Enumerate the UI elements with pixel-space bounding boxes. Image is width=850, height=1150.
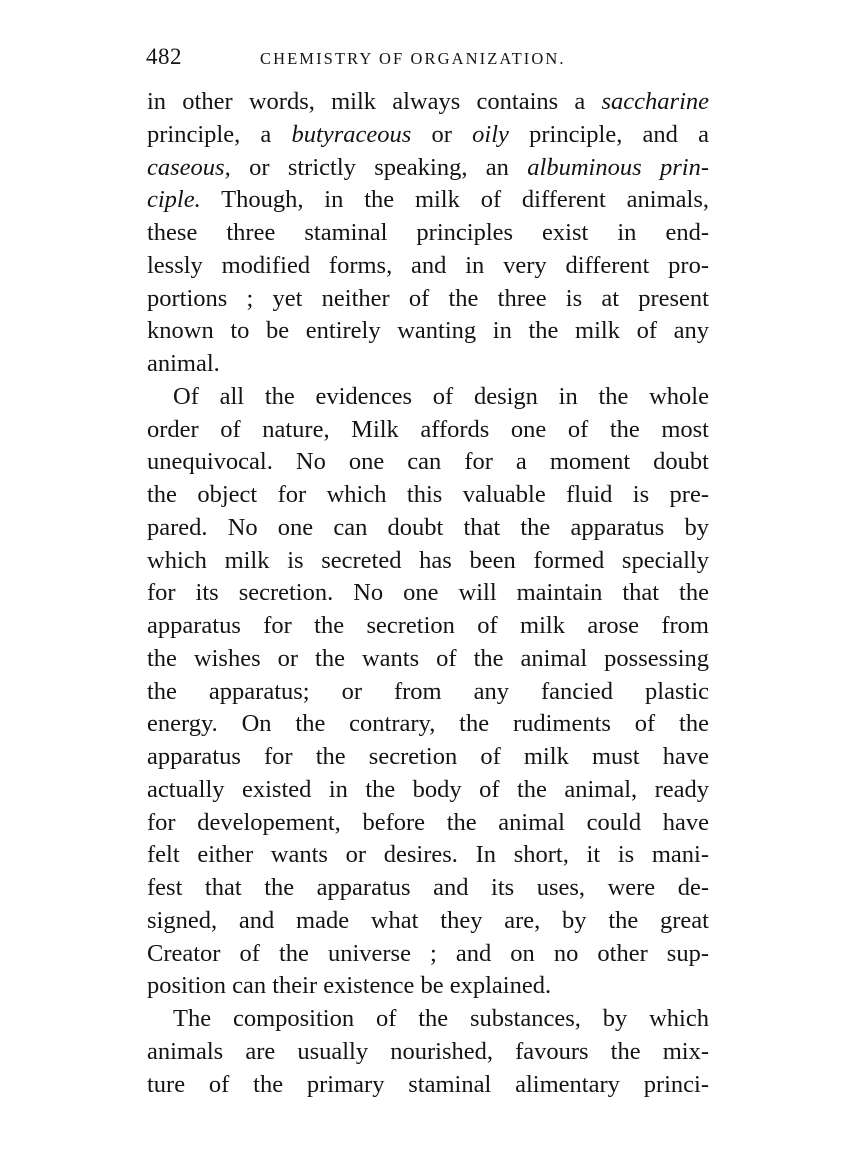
- running-head: [146, 44, 706, 74]
- text-line: [147, 643, 709, 676]
- text-line: [147, 938, 709, 971]
- text-run: principle, a: [147, 120, 292, 148]
- text-run: Creator of the universe ; and on no other sup-: [147, 939, 709, 967]
- text-run: position can their existence be explained.: [147, 972, 552, 1000]
- text-line: [147, 1003, 709, 1036]
- text-line: [147, 905, 709, 938]
- running-title: CHEMISTRY OF ORGANIZATION.: [260, 49, 566, 68]
- text-run: apparatus for the secretion of milk arose from: [147, 612, 709, 639]
- page-text: [147, 86, 709, 1101]
- text-line: [147, 184, 709, 217]
- text-line: [147, 250, 709, 283]
- text-line: [147, 577, 709, 610]
- text-run: or strictly speaking, an: [230, 153, 528, 181]
- text-line: [147, 414, 709, 447]
- text-run: The composition of the substances, by which: [173, 1005, 709, 1032]
- text-line: [147, 348, 709, 381]
- text-run: unequivocal. No one can for a moment doubt: [147, 448, 709, 476]
- text-line: [147, 676, 709, 709]
- text-run: the object for which this valuable fluid is pre-: [147, 481, 709, 508]
- text-run: signed, and made what they are, by the great: [147, 906, 709, 934]
- text-run: fest that the apparatus and its uses, were de-: [147, 874, 709, 901]
- text-run: principle, and a: [508, 120, 710, 148]
- text-run: apparatus for the secretion of milk must have: [147, 743, 709, 770]
- text-line: [147, 152, 709, 185]
- text-line: [147, 217, 709, 250]
- text-run: for developement, before the animal could have: [147, 808, 709, 836]
- text-run: the wishes or the wants of the animal possessing: [147, 644, 709, 672]
- italic-term: albuminous prin-: [527, 153, 709, 181]
- text-run: animal.: [147, 350, 220, 377]
- text-run: lessly modified forms, and in very different pro-: [147, 251, 709, 279]
- text-line: [147, 970, 709, 1003]
- text-run: order of nature, Milk affords one of the most: [147, 415, 709, 443]
- text-run: the apparatus; or from any fancied plastic: [147, 677, 709, 705]
- italic-term: butyraceous: [291, 120, 412, 148]
- text-line: [147, 741, 709, 774]
- text-line: [147, 610, 709, 643]
- text-line: [147, 283, 709, 316]
- italic-term: saccharine: [601, 88, 709, 115]
- text-line: [147, 1036, 709, 1069]
- text-line: [147, 315, 709, 348]
- text-line: [147, 774, 709, 807]
- text-line: [147, 807, 709, 840]
- italic-term: caseous,: [147, 153, 231, 181]
- text-run: which milk is secreted has been formed specially: [147, 546, 709, 574]
- text-run: felt either wants or desires. In short, it is mani-: [147, 841, 709, 869]
- text-run: or: [411, 120, 473, 148]
- text-run: in other words, milk always contains a: [147, 88, 602, 115]
- text-run: these three staminal principles exist in end-: [147, 219, 709, 246]
- text-run: animals are usually nourished, favours the mix-: [147, 1037, 709, 1065]
- page-number: 482: [146, 44, 182, 69]
- text-line: [147, 512, 709, 545]
- text-line: [147, 839, 709, 872]
- text-run: Of all the evidences of design in the whole: [173, 382, 709, 410]
- text-line: [147, 446, 709, 479]
- text-line: [147, 1069, 709, 1102]
- text-run: actually existed in the body of the animal, ready: [147, 775, 709, 803]
- italic-term: ciple.: [147, 186, 201, 214]
- text-run: for its secretion. No one will maintain that the: [147, 579, 709, 607]
- text-line: [147, 872, 709, 905]
- text-line: [147, 545, 709, 578]
- text-run: energy. On the contrary, the rudiments of the: [147, 710, 709, 738]
- text-run: known to be entirely wanting in the milk of any: [147, 317, 709, 345]
- text-run: portions ; yet neither of the three is at present: [147, 284, 709, 312]
- text-line: [147, 381, 709, 414]
- text-run: Though, in the milk of different animals,: [200, 186, 709, 214]
- italic-term: oily: [472, 120, 509, 148]
- text-line: [147, 708, 709, 741]
- text-line: [147, 86, 709, 119]
- text-run: pared. No one can doubt that the apparatus by: [147, 513, 709, 541]
- text-line: [147, 119, 709, 152]
- text-line: [147, 479, 709, 512]
- text-run: ture of the primary staminal alimentary princi-: [147, 1070, 709, 1098]
